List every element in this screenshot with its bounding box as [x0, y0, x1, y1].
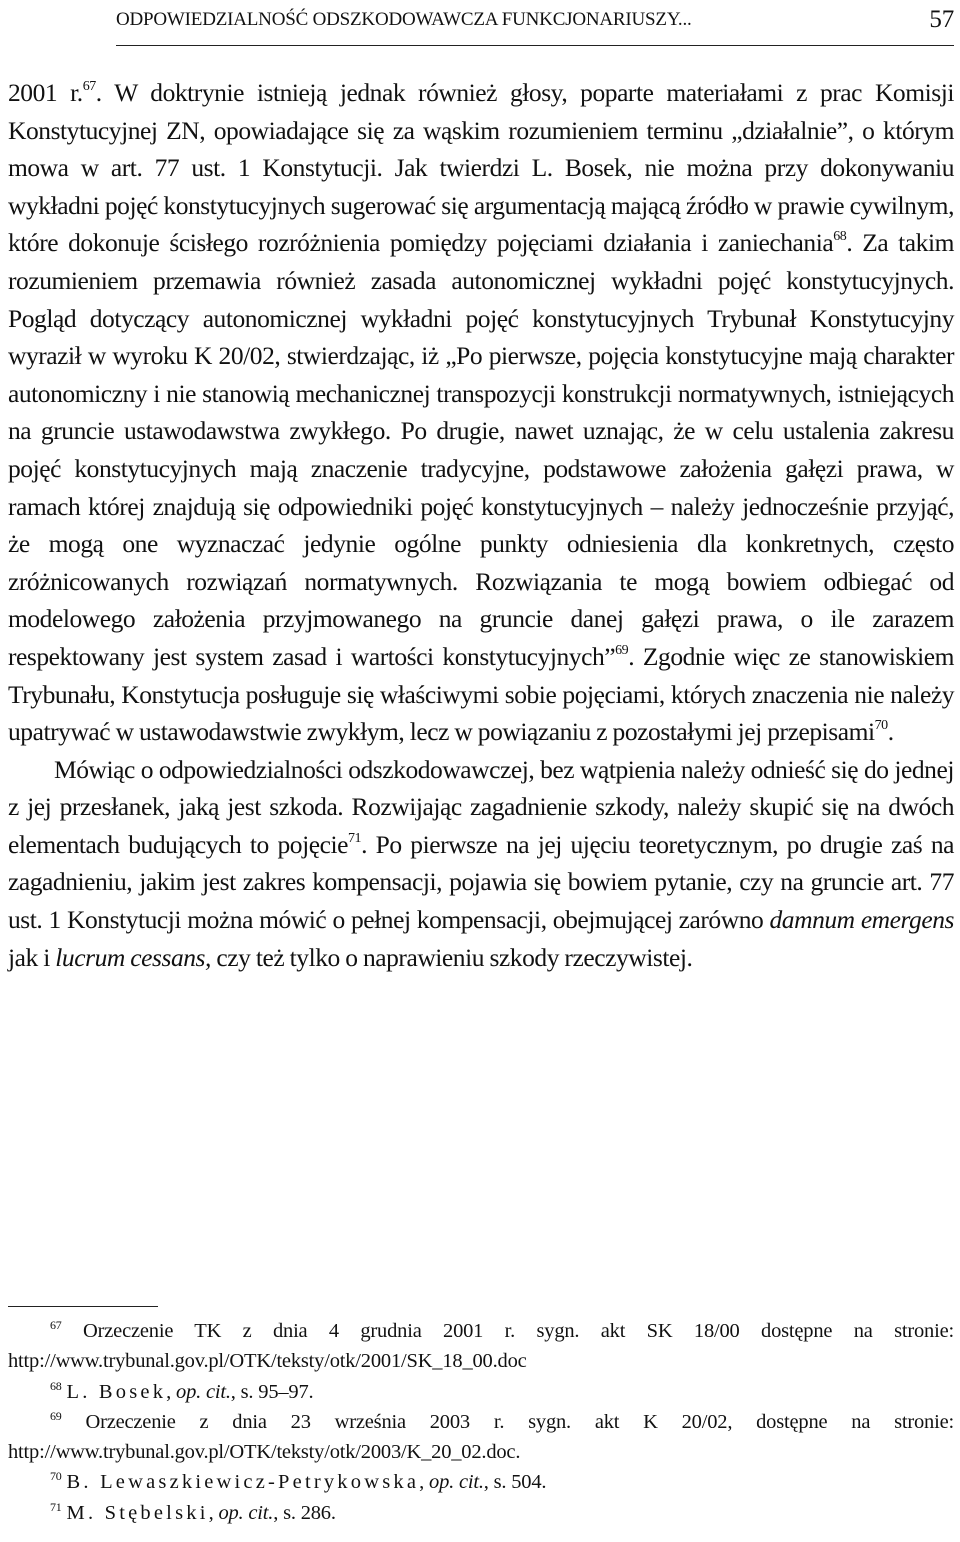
footnote-ref-67[interactable]: 67: [82, 79, 96, 94]
footnote-ref-68[interactable]: 68: [833, 229, 847, 245]
latin-term: damnum emergens: [769, 905, 954, 935]
footnote-70: [8, 1467, 954, 1497]
footnote-69: [8, 1407, 954, 1468]
footnote-ref: op. cit.: [176, 1380, 231, 1403]
text-run: Mówiąc o odpowiedzialności odszkodowawczej, bez wątpienia należy odnieść się do jednej z jej przesłanek, jaką jest szkoda. Rozwijając zagadnienie szkody, należy skupić się na dwóch elementach budujących to pojęcie: [8, 754, 954, 859]
footnote-number: 68: [50, 1378, 62, 1393]
text-run: , s. 286.: [273, 1501, 336, 1524]
footnote-67: [8, 1316, 954, 1377]
footnote-author: M. Stębelski: [66, 1501, 209, 1524]
main-text: [8, 74, 954, 976]
text-run: . Zgodnie więc ze stanowiskiem Trybunału, Konstytucja posługuje się właściwymi sobie pojęciami, których znaczenia nie należy upatrywać w ustawodawstwie zwykłym, lecz w powiązaniu z pozostałymi jej przepisami: [8, 641, 954, 747]
footnote-number: 67: [50, 1318, 62, 1332]
running-header: [116, 2, 954, 38]
latin-term: lucrum cessans,: [55, 942, 211, 972]
footnote-author: L. Bosek: [66, 1380, 167, 1403]
paragraph-1: [8, 74, 954, 751]
footnote-ref-69[interactable]: 69: [615, 642, 629, 658]
footnote-separator: [8, 1306, 158, 1307]
footnote-ref: op. cit.: [429, 1471, 484, 1494]
footnote-text: Orzeczenie z dnia 23 września 2003 r. sygn. akt K 20/02, dostępne na stronie: http://www.trybunal.gov.pl/OTK/teksty/otk/2003/K_20_02.doc.: [8, 1410, 954, 1464]
text-run: .: [887, 717, 894, 747]
text-run: . W doktrynie istnieją jednak również głosy, poparte materiałami z prac Komisji Konstytucyjnej ZN, opowiadające się za wąskim rozumieniem terminu „działalnie”, o którym mowa w art. 77 ust. 1 Konstytucji. Jak twierdzi L. Bosek, nie można przy dokonywaniu wykładni pojęć konstytucyjnych sugerować się argumentacją mającą źródło w prawie cywilnym, które dokonuje ścisłego rozróżnienia pomiędzy pojęciami działania i zaniechania: [8, 78, 954, 258]
footnote-text: Orzeczenie TK z dnia 4 grudnia 2001 r. sygn. akt SK 18/00 dostępne na stronie: http://www.trybunal.gov.pl/OTK/teksty/otk/2001/SK_18_00.doc: [8, 1320, 954, 1373]
text-run: , s. 95–97.: [230, 1380, 314, 1403]
footnote-71: [8, 1498, 954, 1528]
text-run: . Po pierwsze na jej ujęciu teoretycznym, po drugie zaś na zagadnieniu, jakim jest zakres kompensacji, pojawia się bowiem pytanie, czy na gruncie art. 77 ust. 1 Konstytucji można mówić o pełnej kompensacji, obejmującej zarówno: [8, 829, 954, 935]
text-run: , s. 504.: [483, 1471, 547, 1494]
footnote-68: [8, 1377, 954, 1407]
text-run: jak i: [8, 942, 56, 972]
footnote-number: 69: [50, 1408, 62, 1423]
footnote-ref-70[interactable]: 70: [874, 718, 888, 734]
footnote-author: B. Lewaszkiewicz-Petrykowska: [66, 1471, 420, 1494]
paragraph-2: [8, 751, 954, 977]
text-run: 2001 r.: [8, 78, 83, 107]
text-run: ,: [166, 1380, 177, 1403]
header-rule: [116, 45, 954, 46]
text-run: ,: [419, 1471, 430, 1494]
footnotes: [8, 1316, 954, 1528]
text-run: . Za takim rozumieniem przemawia również zasada autonomicznej wykładni pojęć konstytucyjnych. Pogląd dotyczący autonomicznej wykładni pojęć konstytucyjnych Trybunał Konstytucyjny wyraził w wyroku K 20/02, stwierdzając, iż „Po pierwsze, pojęcia konstytucyjne mają charakter autonomiczny i nie stanowią mechanicznej transpozycji konstrukcji normatywnych, istniejących na gruncie ustawodawstwa zwykłego. Po drugie, nawet uznając, że w celu ustalenia zakresu pojęć konstytucyjnych mają znaczenie tradycyjne, podstawowe założenia gałęzi prawa, w ramach której znajdują się odpowiedniki pojęć konstytucyjnych – należy jednocześnie przyjąć, że mogą one wyznaczać jedynie ogólne punkty odniesienia dla konkretnych, często zróżnicowanych rozwiązań normatywnych. Rozwiązania te mogą bowiem odbiegać od modelowego założenia przyjmowanego na gruncie danej gałęzi prawa, o ile zarazem respektowany jest system zasad i wartości konstytucyjnych”: [8, 228, 954, 671]
page-number: 57: [929, 6, 954, 33]
text-run: czy też tylko o naprawieniu szkody rzeczywistej.: [210, 942, 693, 972]
running-title: ODPOWIEDZIALNOŚĆ ODSZKODOWAWCZA FUNKCJONARIUSZY...: [116, 9, 692, 30]
footnote-ref: op. cit.: [218, 1501, 274, 1524]
footnote-number: 71: [50, 1499, 62, 1514]
footnote-number: 70: [50, 1469, 62, 1484]
footnote-ref-71[interactable]: 71: [347, 830, 362, 846]
text-run: ,: [208, 1501, 219, 1524]
